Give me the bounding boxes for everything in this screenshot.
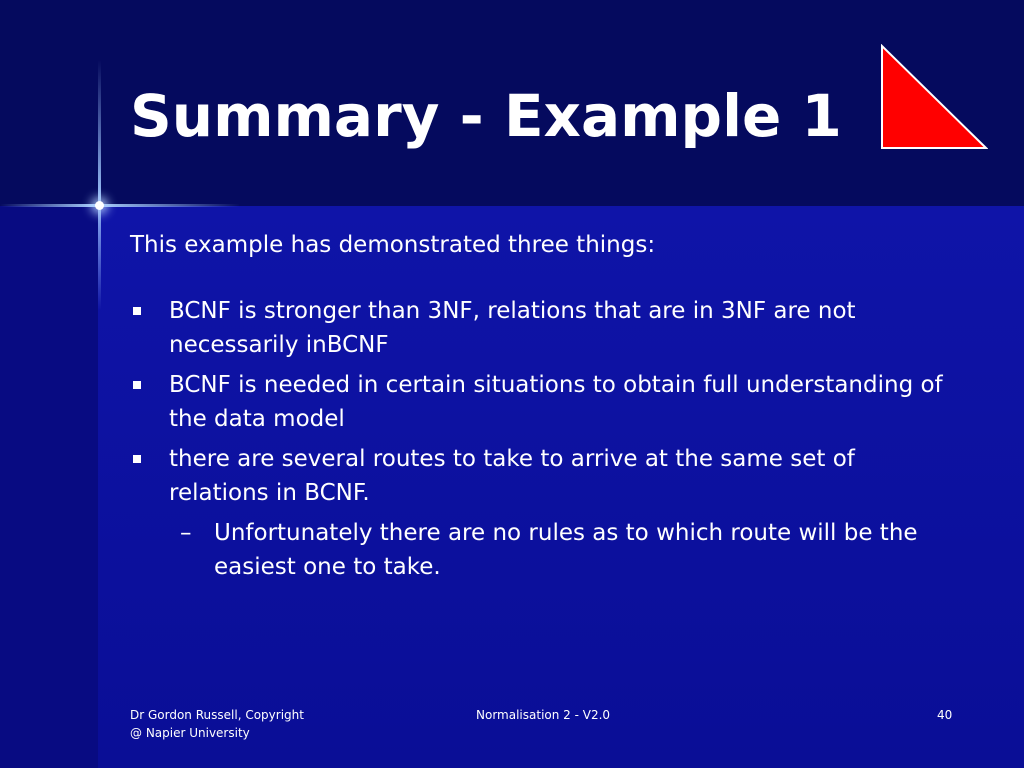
footer-presentation-title: Normalisation 2 - V2.0 xyxy=(476,708,611,722)
red-triangle-icon xyxy=(880,44,988,150)
footer-author-line: Dr Gordon Russell, Copyright xyxy=(130,708,304,722)
light-flare-icon xyxy=(95,201,104,210)
footer-author xyxy=(130,706,390,742)
sub-bullet-item xyxy=(169,516,960,584)
bullet-list xyxy=(130,294,960,584)
bullet-item xyxy=(130,294,960,362)
footer-author-line: @ Napier University xyxy=(130,726,250,740)
bullet-item xyxy=(130,368,960,436)
intro-text: This example has demonstrated three things: xyxy=(130,232,656,258)
square-bullet-icon xyxy=(133,455,141,463)
bullet-text: BCNF is stronger than 3NF, relations that are in 3NF are not necessarily inBCNF xyxy=(169,298,856,358)
slide-body xyxy=(130,228,960,590)
square-bullet-icon xyxy=(133,381,141,389)
footer-page-number: 40 xyxy=(937,708,953,722)
sub-bullet-list xyxy=(169,516,960,584)
sub-bullet-text: Unfortunately there are no rules as to which route will be the easiest one to take. xyxy=(214,520,918,580)
square-bullet-icon xyxy=(133,307,141,315)
bullet-text: there are several routes to take to arrive at the same set of relations in BCNF. xyxy=(169,446,855,506)
bullet-item xyxy=(130,442,960,584)
decorative-vertical-line xyxy=(98,60,101,310)
slide-title: Summary - Example 1 xyxy=(130,82,842,150)
bullet-text: BCNF is needed in certain situations to obtain full understanding of the data model xyxy=(169,372,943,432)
decorative-horizontal-line xyxy=(0,204,240,207)
left-strip xyxy=(0,206,98,768)
dash-bullet-mark: – xyxy=(180,520,192,546)
